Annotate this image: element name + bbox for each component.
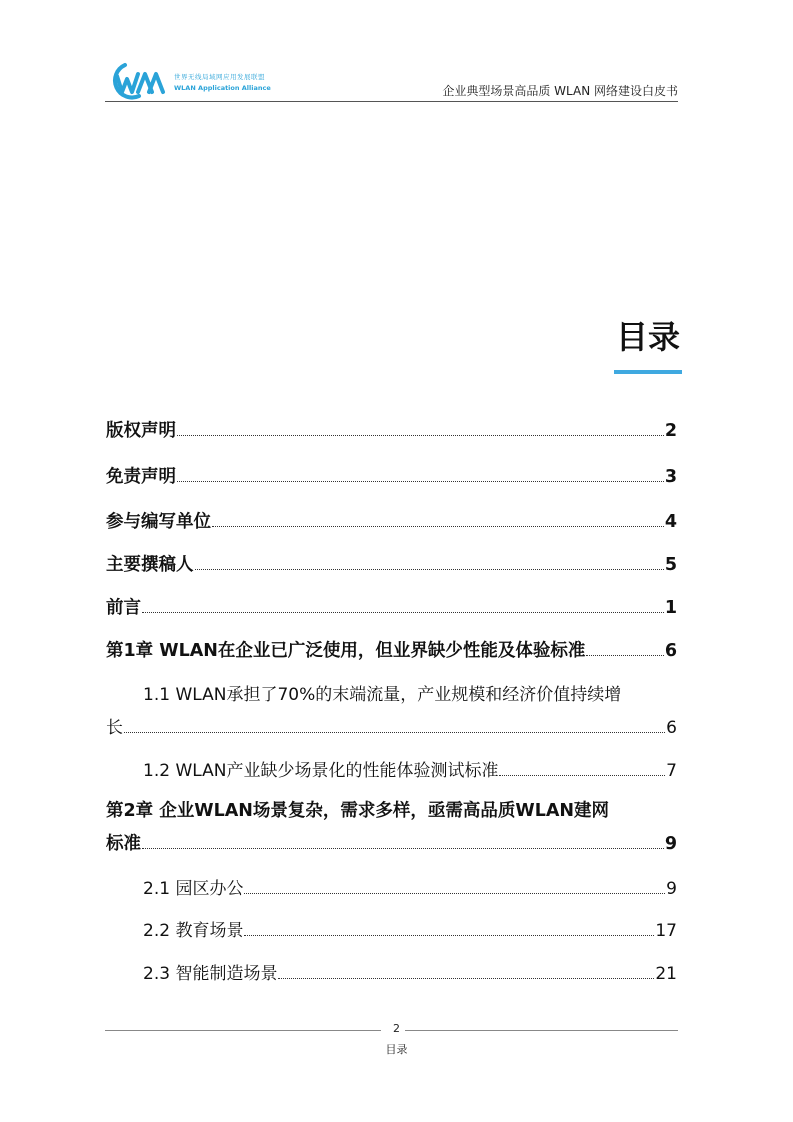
toc-entry-title: 第1章 WLAN在企业已广泛使用，但业界缺少性能及体验标准: [106, 641, 586, 661]
toc-entry-chapter-2[interactable]: [106, 830, 677, 855]
toc-heading: 目录: [615, 318, 680, 356]
toc-leader-dots: [278, 978, 654, 979]
toc-entry-2-2[interactable]: [143, 916, 677, 941]
toc-entry-page: 9: [664, 834, 677, 854]
toc-leader-dots: [177, 435, 664, 436]
footer-section-label: 目录: [385, 1043, 408, 1056]
toc-entry-page: 2: [664, 421, 677, 441]
toc-entry-page: 4: [664, 512, 677, 532]
toc-entry-title: 主要撰稿人: [106, 555, 194, 575]
toc-entry-1-2[interactable]: [143, 756, 677, 781]
toc-entry-page: 21: [655, 964, 677, 984]
toc-leader-dots: [195, 569, 664, 570]
toc-heading-underline: [614, 370, 682, 374]
toc-leader-dots: [142, 848, 664, 849]
toc-entry-page: 7: [666, 761, 677, 781]
toc-entry-2-3[interactable]: [143, 959, 677, 984]
toc-entry-chapter-2-line1[interactable]: 第2章 企业WLAN场景复杂，需求多样，亟需高品质WLAN建网: [106, 801, 610, 821]
toc-entry-preface[interactable]: [106, 594, 677, 619]
toc-entry-title: 2.3 智能制造场景: [143, 964, 278, 984]
toc-leader-dots: [244, 935, 654, 936]
toc-entry-title: 2.1 园区办公: [143, 879, 244, 899]
toc-entry-copyright[interactable]: [106, 417, 677, 442]
toc-leader-dots: [142, 612, 664, 613]
toc-leader-dots: [124, 732, 665, 733]
toc-entry-title: 长: [106, 718, 123, 738]
toc-entry-title: 版权声明: [106, 421, 176, 441]
logo-chinese-name: 世界无线局域网应用发展联盟: [174, 73, 265, 81]
header-divider: [105, 101, 678, 102]
page-header: [105, 58, 678, 102]
toc-entry-title: 免责声明: [106, 467, 176, 487]
toc-leader-dots: [586, 655, 663, 656]
toc-entry-page: 6: [666, 718, 677, 738]
wlan-alliance-logo: [105, 62, 167, 102]
toc-entry-chapter-1[interactable]: [106, 637, 677, 662]
toc-entry-page: 17: [655, 921, 677, 941]
document-title: 企业典型场景高品质 WLAN 网络建设白皮书: [442, 84, 678, 98]
toc-entry-page: 5: [664, 555, 677, 575]
toc-entry-title: 参与编写单位: [106, 512, 211, 532]
toc-entry-1-1-line1[interactable]: 1.1 WLAN承担了70%的末端流量，产业规模和经济价值持续增: [143, 685, 622, 705]
toc-leader-dots: [177, 481, 664, 482]
toc-entry-title: 1.2 WLAN产业缺少场景化的性能体验测试标准: [143, 761, 499, 781]
logo-english-name: WLAN Application Alliance: [174, 84, 271, 92]
logo-text: [174, 72, 271, 94]
toc-entry-page: 3: [664, 467, 677, 487]
toc-entry-contributors[interactable]: [106, 508, 677, 533]
toc-entry-page: 6: [664, 641, 677, 661]
toc-entry-page: 9: [666, 879, 677, 899]
toc-entry-2-1[interactable]: [143, 874, 677, 899]
toc-entry-authors[interactable]: [106, 551, 677, 576]
toc-entry-disclaimer[interactable]: [106, 463, 677, 488]
toc-entry-page: 1: [664, 598, 677, 618]
toc-leader-dots: [499, 775, 665, 776]
page-number: 2: [393, 1022, 400, 1035]
toc-entry-title: 2.2 教育场景: [143, 921, 244, 941]
toc-entry-title: 标准: [106, 834, 141, 854]
toc-leader-dots: [244, 893, 665, 894]
toc-entry-1-1[interactable]: [106, 713, 677, 738]
toc-entry-title: 前言: [106, 598, 141, 618]
toc-leader-dots: [212, 526, 664, 527]
